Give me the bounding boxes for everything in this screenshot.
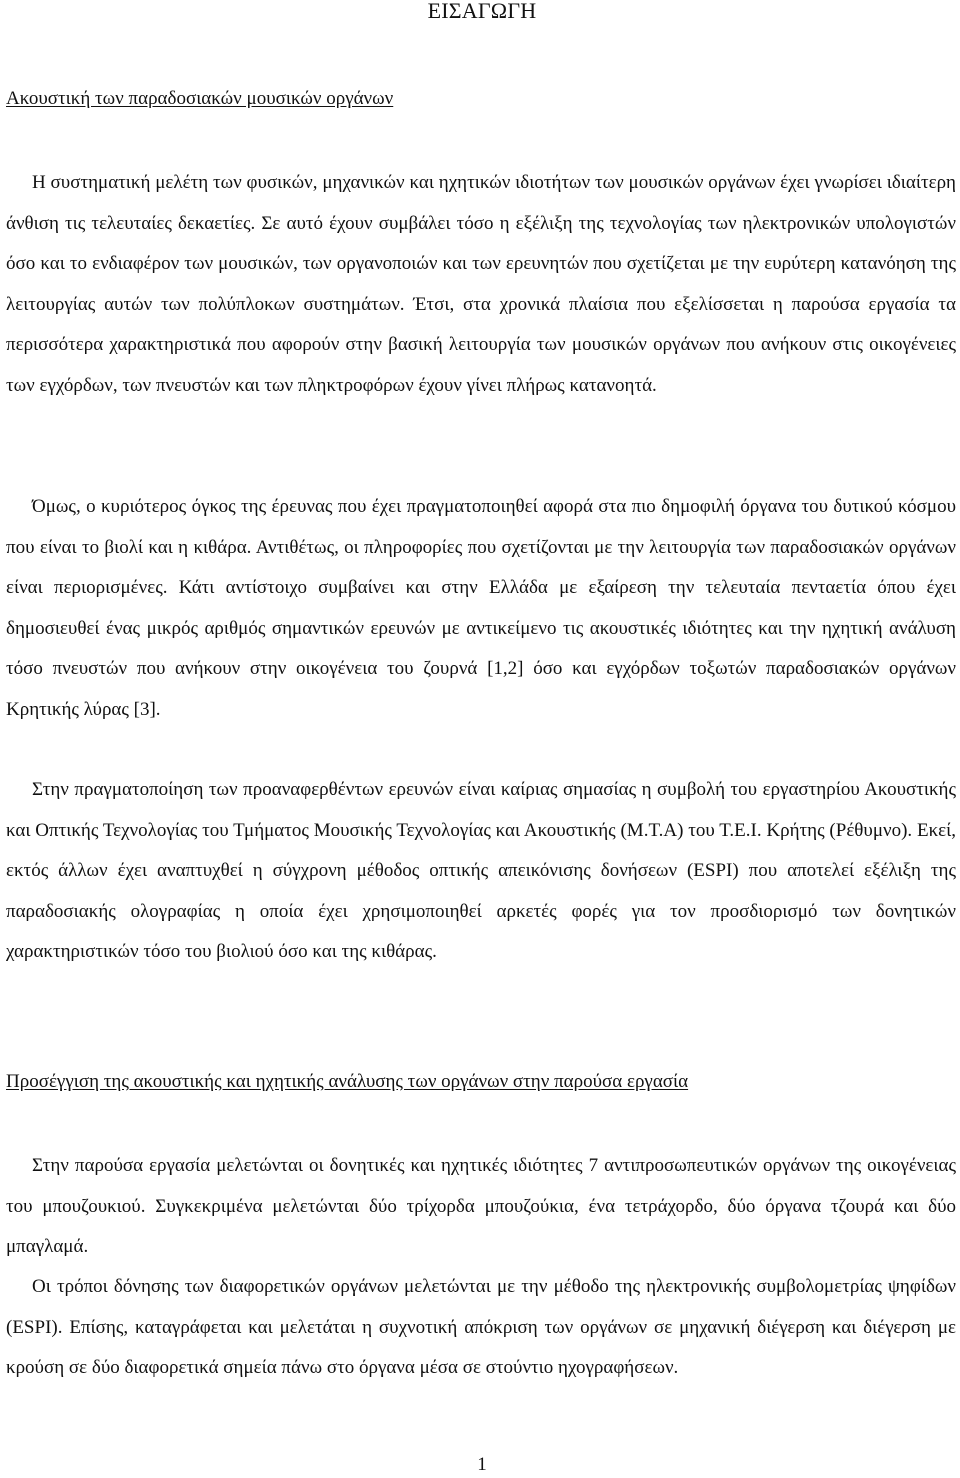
- paragraph: Οι τρόποι δόνησης των διαφορετικών οργάνων μελετώνται με την μέθοδο της ηλεκτρονικής συμβολομετρίας ψηφίδων (ESPI). Επίσης, καταγράφεται και μελετάται η συχνοτική απόκριση των οργάνων σε μηχανική διέγερση και διέγερση με κρούση σε δύο διαφορετικά σημεία πάνω στο όργανα μέσα σε στούντιο ηχογραφήσεων.: [6, 1276, 956, 1378]
- document-title: ΕΙΣΑΓΩΓΗ: [427, 0, 537, 23]
- paragraph: Η συστηματική μελέτη των φυσικών, μηχανικών και ηχητικών ιδιοτήτων των μουσικών οργάνων έχει γνωρίσει ιδιαίτερη άνθιση τις τελευταίες δεκαετίες. Σε αυτό έχουν συμβάλει τόσο η εξέλιξη της τεχνολογίας των ηλεκτρονικών υπολογιστών όσο και το ενδιαφέρον των μουσικών, των οργανοποιών και των ερευνητών που σχετίζεται με την ευρύτερη κατανόηση της λειτουργίας αυτών των πολύπλοκων συστημάτων. Έτσι, στα χρονικά πλαίσια που εξελίσσεται η παρούσα εργασία τα περισσότερα χαρακτηριστικά που αφορούν στην βασική λειτουργία των μουσικών οργάνων που ανήκουν στις οικογένειες των εγχόρδων, των πνευστών και των πληκτροφόρων έχουν γίνει πλήρως κατανοητά.: [6, 172, 956, 396]
- section-heading-acoustics: Ακουστική των παραδοσιακών μουσικών οργάνων: [6, 88, 394, 109]
- page-number: 1: [477, 1454, 487, 1475]
- paragraph: Στην πραγματοποίηση των προαναφερθέντων ερευνών είναι καίριας σημασίας η συμβολή του εργαστηρίου Ακουστικής και Οπτικής Τεχνολογίας του Τμήματος Μουσικής Τεχνολογίας και Ακουστικής (Μ.Τ.Α) του Τ.Ε.Ι. Κρήτης (Ρέθυμνο). Εκεί, εκτός άλλων έχει αναπτυχθεί η σύγχρονη μέθοδος οπτικής απεικόνισης δονήσεων (ESPI) που αποτελεί εξέλιξη της παραδοσιακής ολογραφίας η οποία έχει χρησιμοποιηθεί αρκετές φορές για τον προσδιορισμό των δονητικών χαρακτηριστικών τόσο του βιολιού όσο και της κιθάρας.: [6, 779, 956, 962]
- paragraph: Στην παρούσα εργασία μελετώνται οι δονητικές και ηχητικές ιδιότητες 7 αντιπροσωπευτικών οργάνων της οικογένειας του μπουζουκιού. Συγκεκριμένα μελετώνται δύο τρίχορδα μπουζούκια, ένα τετράχορδο, δύο όργανα τζουρά και δύο μπαγλαμά.: [6, 1155, 956, 1257]
- section-heading-approach: Προσέγγιση της ακουστικής και ηχητικής ανάλυσης των οργάνων στην παρούσα εργασία: [6, 1071, 689, 1092]
- paragraph: Όμως, ο κυριότερος όγκος της έρευνας που έχει πραγματοποιηθεί αφορά στα πιο δημοφιλή όργανα του δυτικού κόσμου που είναι το βιολί και η κιθάρα. Αντιθέτως, οι πληροφορίες που σχετίζονται με την λειτουργία των παραδοσιακών οργάνων είναι περιορισμένες. Κάτι αντίστοιχο συμβαίνει και στην Ελλάδα με εξαίρεση την τελευταία πενταετία όπου έχει δημοσιευθεί ένας μικρός αριθμός σημαντικών ερευνών με αντικείμενο τις ακουστικές ιδιότητες και την ηχητική ανάλυση τόσο πνευστών που ανήκουν στην οικογένεια του ζουρνά [1,2] όσο και εγχόρδων τοξωτών παραδοσιακών οργάνων Κρητικής λύρας [3].: [6, 496, 956, 720]
